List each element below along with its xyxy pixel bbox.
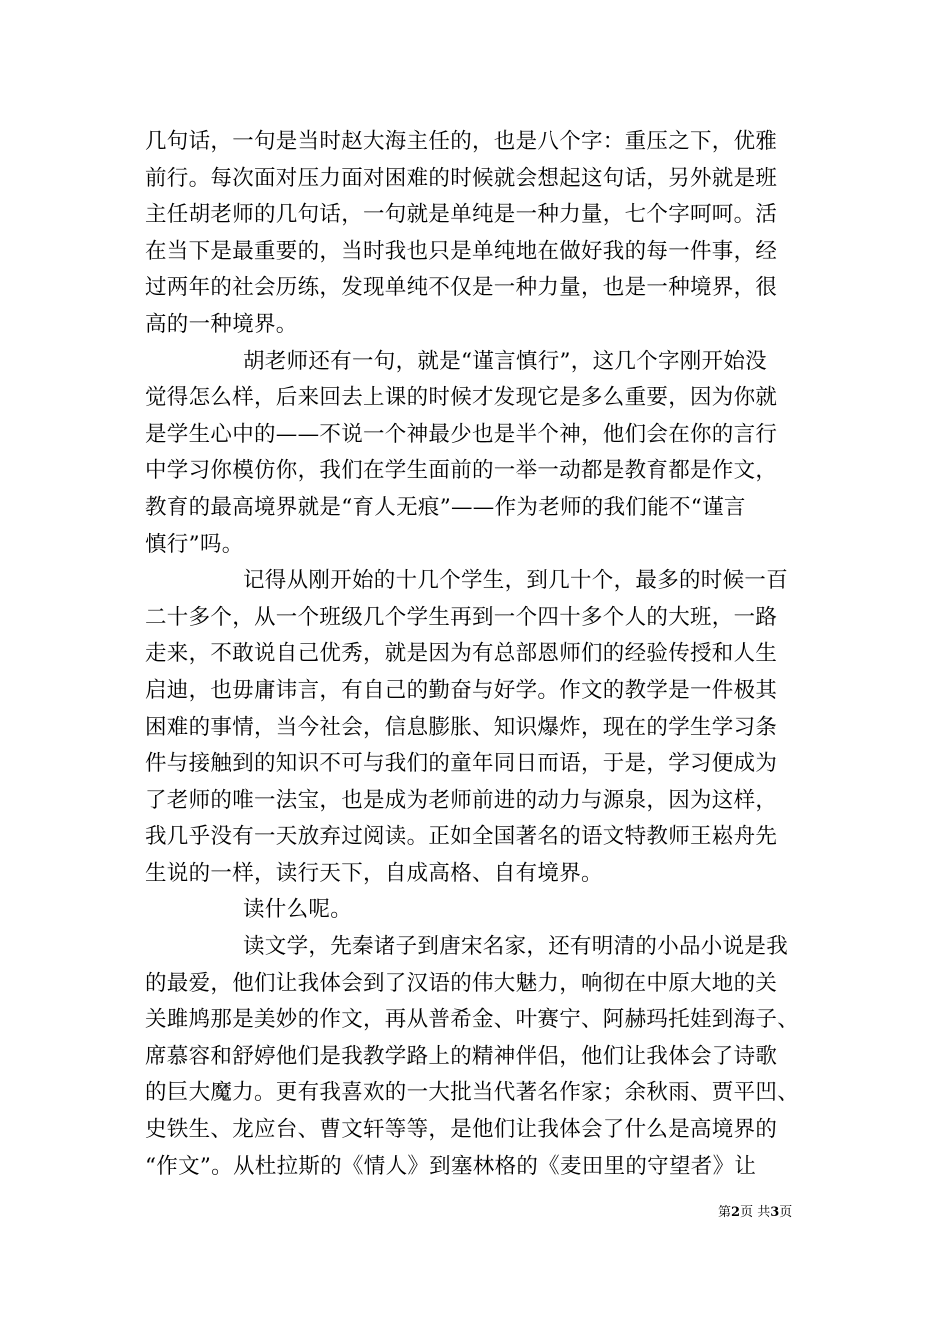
text-line: 读什么呢。 bbox=[243, 897, 353, 923]
text-line: 高的一种境界。 bbox=[145, 311, 298, 337]
footer-suffix: 页 bbox=[779, 1205, 793, 1220]
footer-middle: 页 共 bbox=[740, 1205, 771, 1220]
text-line: 了老师的唯一法宝，也是成为老师前进的动力与源泉，因为这样， bbox=[145, 787, 778, 813]
text-line: 觉得怎么样，后来回去上课的时候才发现它是多么重要，因为你就 bbox=[145, 385, 778, 411]
text-line: 胡老师还有一句，就是“谨言慎行”，这几个字刚开始没 bbox=[243, 348, 767, 374]
text-line: 慎行”吗。 bbox=[145, 531, 244, 557]
text-line: 是学生心中的——不说一个神最少也是半个神，他们会在你的言行 bbox=[145, 421, 778, 447]
text-line: 中学习你模仿你，我们在学生面前的一举一动都是教育都是作文， bbox=[145, 458, 778, 484]
text-line: 在当下是最重要的，当时我也只是单纯地在做好我的每一件事，经 bbox=[145, 238, 778, 264]
footer-current-page: 2 bbox=[731, 1205, 741, 1220]
text-line: 件与接触到的知识不可与我们的童年同日而语，于是，学习便成为 bbox=[145, 751, 778, 777]
text-line: 困难的事情，当今社会，信息膨胀、知识爆炸，现在的学生学习条 bbox=[145, 714, 778, 740]
text-line: 读文学，先秦诸子到唐宋名家，还有明清的小品小说是我 bbox=[243, 934, 789, 960]
footer-prefix: 第 bbox=[718, 1205, 732, 1220]
text-line: 生说的一样，读行天下，自成高格、自有境界。 bbox=[145, 860, 603, 886]
text-line: 史铁生、龙应台、曹文轩等等，是他们让我体会了什么是高境界的 bbox=[145, 1117, 778, 1143]
text-line: 二十多个，从一个班级几个学生再到一个四十多个人的大班，一路 bbox=[145, 604, 778, 630]
text-line: 前行。每次面对压力面对困难的时候就会想起这句话，另外就是班 bbox=[145, 165, 778, 191]
text-line: 教育的最高境界就是“育人无痕”——作为老师的我们能不“谨言 bbox=[145, 494, 746, 520]
text-line: 启迪，也毋庸讳言，有自己的勤奋与好学。作文的教学是一件极其 bbox=[145, 677, 778, 703]
text-line: “作文”。从杜拉斯的《情人》到塞林格的《麦田里的守望者》让 bbox=[145, 1153, 757, 1179]
text-line: 过两年的社会历练，发现单纯不仅是一种力量，也是一种境界，很 bbox=[145, 275, 778, 301]
text-line: 主任胡老师的几句话，一句就是单纯是一种力量，七个字呵呵。活 bbox=[145, 202, 778, 228]
body-text bbox=[145, 124, 815, 1185]
text-line: 走来，不敢说自己优秀，就是因为有总部恩师们的经验传授和人生 bbox=[145, 641, 778, 667]
text-line: 席慕容和舒婷他们是我教学路上的精神伴侣，他们让我体会了诗歌 bbox=[145, 1043, 778, 1069]
footer-total-pages: 3 bbox=[770, 1205, 780, 1220]
text-line: 我几乎没有一天放弃过阅读。正如全国著名的语文特教师王崧舟先 bbox=[145, 824, 778, 850]
text-line: 的最爱，他们让我体会到了汉语的伟大魅力，响彻在中原大地的关 bbox=[145, 970, 778, 996]
page-footer bbox=[718, 1205, 792, 1221]
text-line: 的巨大魔力。更有我喜欢的一大批当代著名作家；余秋雨、贾平凹、 bbox=[145, 1080, 800, 1106]
text-line: 关雎鸠那是美妙的作文，再从普希金、叶赛宁、阿赫玛托娃到海子、 bbox=[145, 1007, 800, 1033]
text-line: 几句话，一句是当时赵大海主任的，也是八个字：重压之下，优雅 bbox=[145, 129, 778, 154]
text-line: 记得从刚开始的十几个学生，到几十个，最多的时候一百 bbox=[243, 568, 789, 594]
